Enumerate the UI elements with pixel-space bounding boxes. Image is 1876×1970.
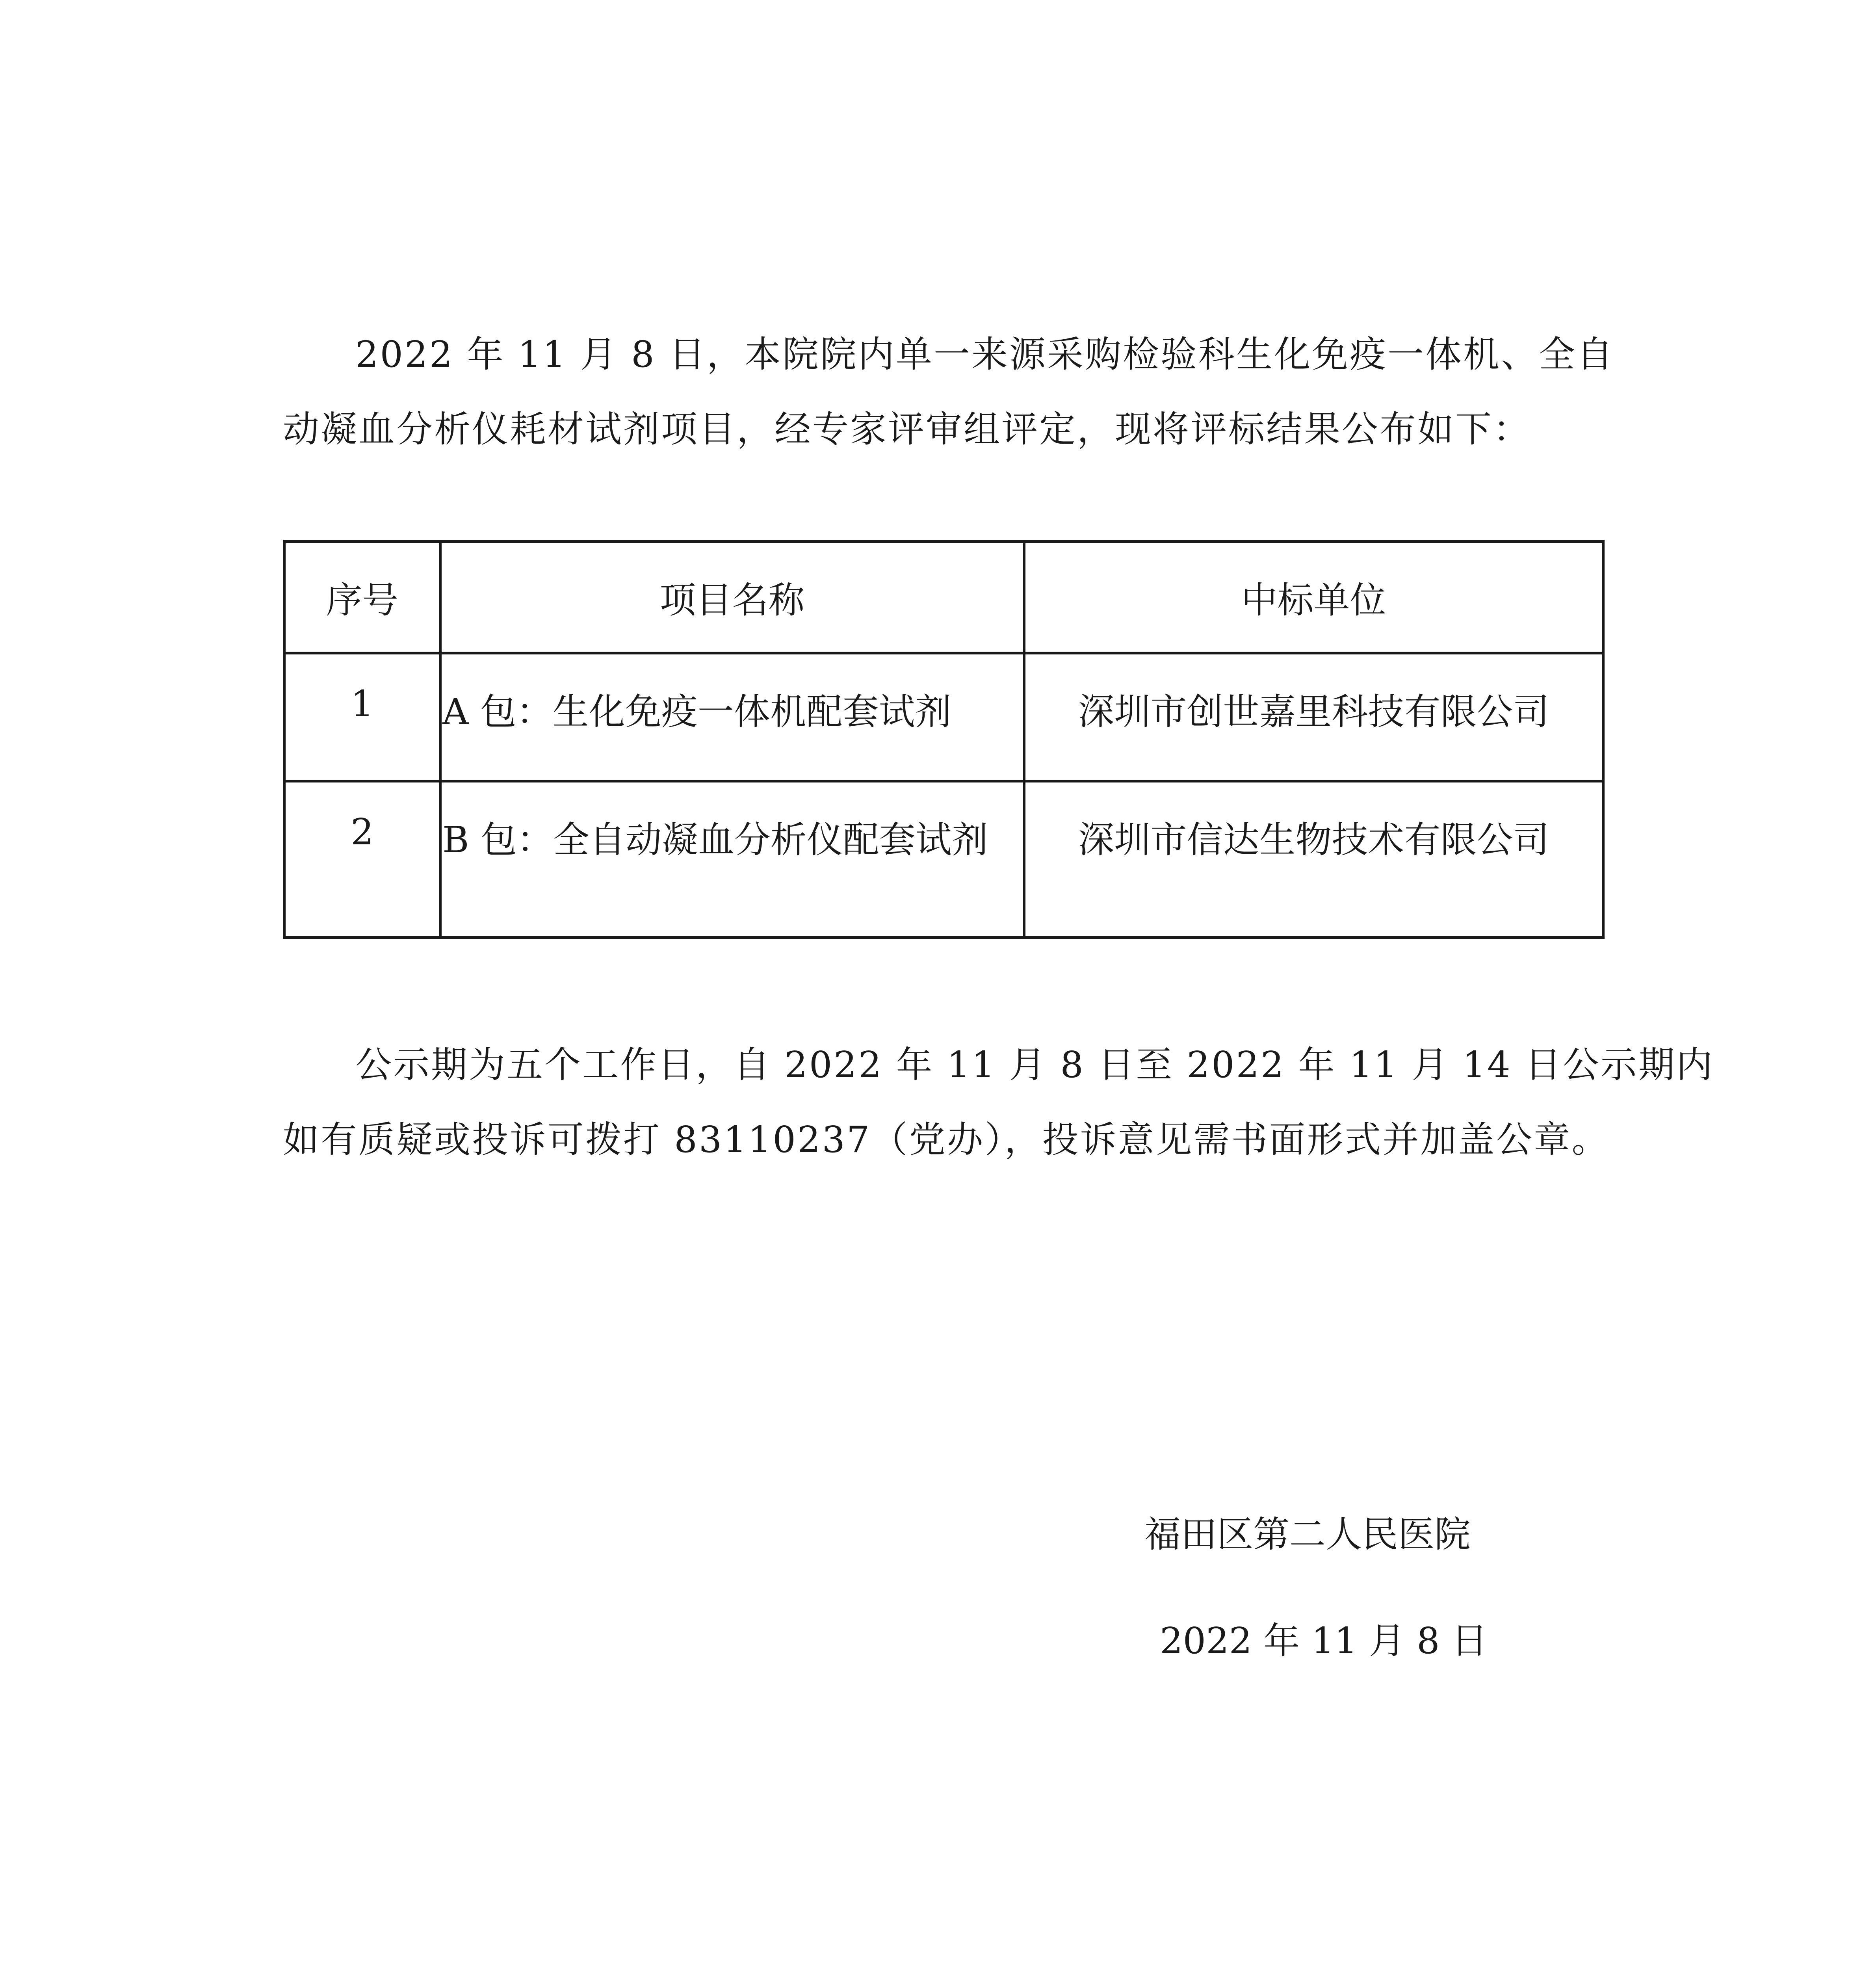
- row-bidder-cell: [1024, 653, 1603, 781]
- notice-line-2: 如有质疑或投诉可拨打 83110237（党办），投诉意见需书面形式并加盖公章。: [283, 1119, 1610, 1161]
- row-project-name: A 包：生化免疫一体机配套试剂: [442, 691, 951, 733]
- intro-line-2: 动凝血分析仪耗材试剂项目，经专家评审组评定，现将评标结果公布如下：: [283, 408, 1531, 450]
- results-table: [283, 540, 1605, 939]
- table-row: [284, 653, 1603, 781]
- row-serial-cell: [284, 653, 440, 781]
- row-serial-number: 1: [351, 683, 374, 725]
- row-project-name: B 包：全自动凝血分析仪配套试剂: [442, 819, 988, 861]
- header-project-name: 项目名称: [440, 542, 1024, 653]
- header-serial-number: 序号: [284, 542, 440, 653]
- table-header-row: [284, 542, 1603, 653]
- row-winning-bidder: 深圳市信达生物技术有限公司: [1078, 819, 1549, 861]
- signature-date: 2022 年 11 月 8 日: [1160, 1620, 1488, 1662]
- row-project-cell: [440, 653, 1024, 781]
- row-project-cell: [440, 781, 1024, 938]
- header-winning-bidder: 中标单位: [1024, 542, 1603, 653]
- row-winning-bidder: 深圳市创世嘉里科技有限公司: [1078, 691, 1549, 733]
- intro-line-1: 2022 年 11 月 8 日，本院院内单一来源采购检验科生化免疫一体机、全自: [355, 333, 1614, 375]
- intro-paragraph: [283, 317, 1614, 467]
- row-bidder-cell: [1024, 781, 1603, 938]
- notice-line-1: 公示期为五个工作日，自 2022 年 11 月 8 日至 2022 年 11 月 14 日公示期内: [355, 1044, 1714, 1086]
- row-serial-cell: [284, 781, 440, 938]
- row-serial-number: 2: [351, 811, 374, 853]
- notice-paragraph: [283, 1028, 1714, 1177]
- issuing-organization: 福田区第二人民医院: [1144, 1513, 1471, 1556]
- table-row: [284, 781, 1603, 938]
